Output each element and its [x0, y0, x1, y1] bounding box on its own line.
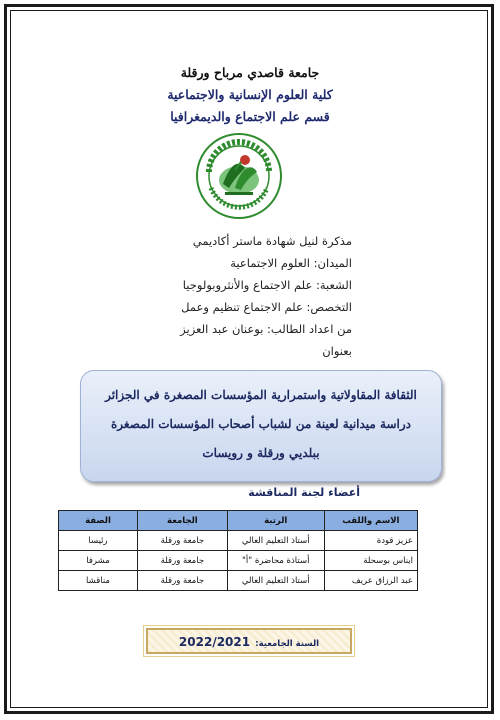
table-row [59, 571, 418, 591]
title-line-3: ببلديي ورقلة و رويسات [202, 446, 320, 460]
col-university-header: الجامعة [138, 511, 228, 531]
thesis-title-box [80, 370, 442, 482]
table-row [59, 551, 418, 571]
degree-line: مذكرة لنيل شهادة ماستر أكاديمي [192, 234, 352, 248]
member-role: رئيسا [59, 531, 138, 551]
member-university: جامعة ورقلة [138, 531, 228, 551]
university-name: جامعة قاصدي مرباح ورقلة [180, 65, 320, 80]
table-row [59, 531, 418, 551]
member-university: جامعة ورقلة [138, 571, 228, 591]
member-name: عزيز قودة [324, 531, 417, 551]
branch-line: الشعبة: علم الاجتماع والأنثروبولوجيا [182, 278, 352, 292]
member-role: مشرفا [59, 551, 138, 571]
member-rank: أستاذ التعليم العالي [227, 531, 324, 551]
academic-year-value: 2022/2021 [178, 635, 251, 649]
faculty-name: كلية العلوم الإنسانية والاجتماعية [167, 87, 333, 102]
committee-label: أعضاء لجنة المناقشة [248, 486, 360, 499]
jury-table [58, 510, 418, 591]
member-rank: أستاذة محاضرة "أ" [227, 551, 324, 571]
col-name-header: الاسم واللقب [324, 511, 417, 531]
member-name: عبد الرزاق عريف [324, 571, 417, 591]
member-university: جامعة ورقلة [138, 551, 228, 571]
member-name: ايناس بوسحلة [324, 551, 417, 571]
title-line-1: الثقافة المقاولاتية واستمرارية المؤسسات المصغرة في الجزائر [105, 388, 417, 402]
academic-year-label: السنة الجامعية: [255, 639, 320, 649]
department-name: قسم علم الاجتماع والديمغرافيا [170, 109, 330, 124]
member-role: مناقشا [59, 571, 138, 591]
header [0, 62, 500, 128]
student-line: من اعداد الطالب: بوعنان عبد العزيز [180, 322, 352, 336]
col-rank-header: الرتبة [227, 511, 324, 531]
academic-year-box [146, 628, 352, 654]
table-header-row [59, 511, 418, 531]
col-role-header: الصفة [59, 511, 138, 531]
university-seal-icon [195, 132, 283, 220]
member-rank: أستاذ التعليم العالي [227, 571, 324, 591]
specialty-line: التخصص: علم الاجتماع تنظيم وعمل [181, 300, 352, 314]
field-line: الميدان: العلوم الاجتماعية [230, 256, 352, 270]
thesis-info [180, 230, 352, 362]
title-line-2: دراسة ميدانية لعينة من لشباب أصحاب المؤسسات المصغرة [111, 417, 411, 431]
titled-line: بعنوان [322, 344, 352, 358]
